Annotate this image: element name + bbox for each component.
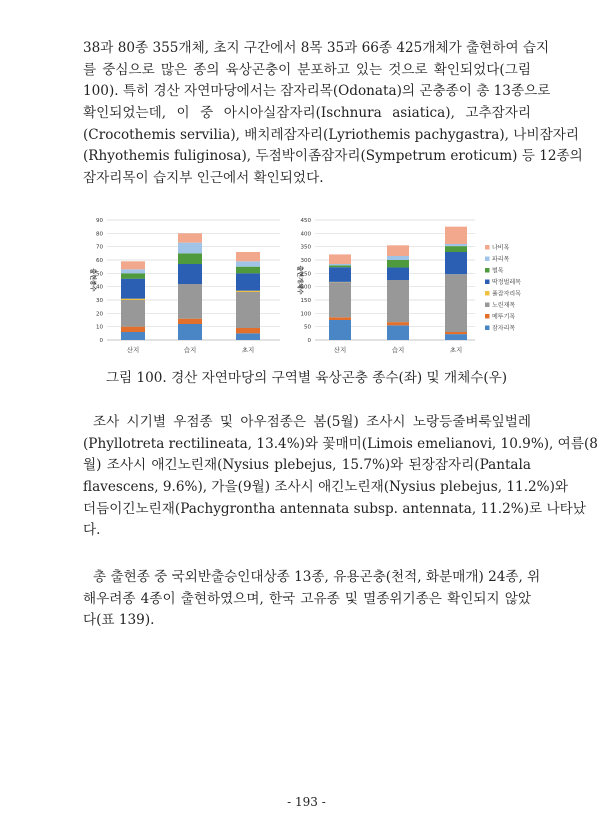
x-category-label: 습지 xyxy=(391,346,405,354)
text-line: 조사 시기별 우점종 및 아우점종은 봄(5월) 조사시 노랑등줄벼룩잎벌레 xyxy=(93,414,531,430)
bar-segment-산지-노린재목 xyxy=(121,300,145,327)
x-category-label: 초지 xyxy=(449,346,463,354)
bar-segment-초지-풀잠자리목 xyxy=(236,291,260,292)
bar-segment-초지-잠자리목 xyxy=(236,333,260,340)
bar-segment-산지-딱정벌레목 xyxy=(121,279,145,299)
bar-segment-초지-나비목 xyxy=(445,227,467,244)
bar-segment-초지-노린재목 xyxy=(236,292,260,328)
y-tick-label: 10 xyxy=(96,324,103,331)
text-line: (Crocothemis servilia), 배치레잠자리(Lyriothemis pachygastra), 나비잠자리 xyxy=(83,126,579,143)
legend-label: 노린재목 xyxy=(492,302,516,309)
bar-segment-산지-파리목 xyxy=(329,264,351,265)
text-line: 다(표 139). xyxy=(83,612,155,629)
text-line: 월) 조사시 애긴노린재(Nysius plebejus, 15.7%)와 된장잠자리(Pantala xyxy=(83,457,531,474)
text-line: 해우려종 4종이 출현하였으며, 한국 고유종 및 멸종위기종은 확인되지 않았 xyxy=(83,590,531,607)
y-tick-label: 200 xyxy=(300,284,311,291)
x-category-label: 산지 xyxy=(126,346,140,354)
y-tick-label: 0 xyxy=(99,338,103,344)
bar-segment-산지-노린재목 xyxy=(329,282,351,317)
y-tick-label: 450 xyxy=(300,218,311,224)
legend-label: 딱정벌레목 xyxy=(492,279,521,286)
individual-count-chart xyxy=(292,212,532,360)
bar-segment-초지-딱정벌레목 xyxy=(236,273,260,290)
bar-segment-산지-메뚜기목 xyxy=(121,327,145,332)
bar-segment-습지-잠자리목 xyxy=(178,324,202,340)
bar-segment-습지-메뚜기목 xyxy=(387,322,409,325)
bar-segment-습지-나비목 xyxy=(178,233,202,242)
bar-segment-산지-벌목 xyxy=(121,273,145,278)
y-tick-label: 30 xyxy=(96,298,103,304)
bar-segment-초지-노린재목 xyxy=(445,275,467,332)
y-tick-label: 40 xyxy=(96,284,103,291)
bar-segment-초지-딱정벌레목 xyxy=(445,252,467,274)
paragraph-species-summary xyxy=(83,567,541,632)
bar-segment-산지-파리목 xyxy=(121,269,145,273)
legend-swatch xyxy=(485,280,490,285)
bar-segment-산지-잠자리목 xyxy=(329,320,351,340)
y-tick-label: 250 xyxy=(300,271,311,278)
page-number: - 193 - xyxy=(287,795,326,809)
y-tick-label: 100 xyxy=(300,311,311,318)
bar-segment-습지-잠자리목 xyxy=(387,325,409,340)
x-category-label: 습지 xyxy=(183,346,197,354)
legend-label: 잠자리목 xyxy=(492,325,516,332)
bar-segment-초지-파리목 xyxy=(236,261,260,266)
y-tick-label: 300 xyxy=(300,258,311,264)
y-axis-title: 출현종수 xyxy=(89,268,96,292)
bar-segment-습지-노린재목 xyxy=(178,284,202,319)
bar-segment-초지-잠자리목 xyxy=(445,334,467,340)
bar-segment-산지-딱정벌레목 xyxy=(329,267,351,282)
paragraph-odonata xyxy=(83,38,583,190)
legend-swatch xyxy=(485,257,490,262)
text-line: 38과 80종 355개체, 초지 구간에서 8목 35과 66종 425개체가 출현하여 습지 xyxy=(83,40,550,56)
y-axis-title: 출현개체수 xyxy=(296,265,303,295)
bar-segment-초지-벌목 xyxy=(236,267,260,274)
text-line: 더듬이긴노린재(Pachygrontha antennata subsp. antennata, 11.2%)로 나타났 xyxy=(83,500,586,517)
legend-swatch xyxy=(485,303,490,308)
legend-label: 벌목 xyxy=(492,267,504,275)
y-tick-label: 350 xyxy=(300,244,311,251)
text-line: 를 중심으로 많은 종의 육상곤충이 분포하고 있는 것으로 확인되었다(그림 xyxy=(83,61,531,78)
bar-segment-산지-풀잠자리목 xyxy=(121,299,145,300)
legend-swatch xyxy=(485,314,490,319)
text-line: flavescens, 9.6%), 가을(9월) 조사시 애긴노린재(Nysius plebejus, 11.2%)와 xyxy=(83,479,569,496)
bar-segment-습지-나비목 xyxy=(387,245,409,256)
text-line: 100). 특히 경산 자연마당에서는 잠자리목(Odonata)의 곤충종이 총 13종으로 xyxy=(83,83,551,100)
y-tick-label: 0 xyxy=(307,338,311,344)
bar-segment-초지-벌목 xyxy=(445,246,467,252)
bar-segment-습지-딱정벌레목 xyxy=(178,264,202,284)
text-line: (Rhyothemis fuliginosa), 두점박이좀잠자리(Sympetrum eroticum) 등 12종의 xyxy=(83,148,583,165)
bar-segment-산지-나비목 xyxy=(329,254,351,264)
y-tick-label: 70 xyxy=(96,244,103,251)
text-line: (Phyllotreta rectilineata, 13.4%)와 꽃매미(Limois emelianovi, 10.9%), 여름(8 xyxy=(83,435,598,452)
y-tick-label: 80 xyxy=(96,231,103,238)
y-tick-label: 50 xyxy=(96,271,103,278)
bar-segment-습지-메뚜기목 xyxy=(178,319,202,324)
legend-label: 메뚜기목 xyxy=(492,313,516,321)
bar-segment-산지-메뚜기목 xyxy=(329,317,351,320)
text-line: 확인되었는데, 이 중 아시아실잠자리(Ischnura asiatica), 고추잠자리 xyxy=(83,105,531,122)
y-tick-label: 150 xyxy=(300,298,311,304)
bar-segment-습지-파리목 xyxy=(387,256,409,260)
bar-segment-산지-나비목 xyxy=(121,261,145,269)
species-count-chart xyxy=(85,212,290,360)
legend-label: 풀잠자리목 xyxy=(492,290,521,298)
paragraph-dominant-species xyxy=(83,412,598,542)
bar-segment-초지-나비목 xyxy=(236,252,260,261)
bar-segment-초지-메뚜기목 xyxy=(236,328,260,333)
y-tick-label: 400 xyxy=(300,231,311,238)
legend-swatch xyxy=(485,326,490,331)
bar-segment-습지-파리목 xyxy=(178,243,202,254)
figure-caption: 그림 100. 경산 자연마당의 구역별 육상곤충 종수(좌) 및 개체수(우) xyxy=(105,370,508,386)
bar-segment-습지-딱정벌레목 xyxy=(387,267,409,280)
bar-segment-습지-노린재목 xyxy=(387,280,409,322)
text-line: 다. xyxy=(83,522,101,539)
legend-label: 나비목 xyxy=(492,244,510,252)
y-tick-label: 50 xyxy=(304,324,311,331)
bar-segment-산지-잠자리목 xyxy=(121,332,145,340)
y-tick-label: 60 xyxy=(96,258,103,264)
legend-swatch xyxy=(485,245,490,250)
bar-segment-습지-벌목 xyxy=(387,260,409,267)
y-tick-label: 20 xyxy=(96,311,103,318)
legend-label: 파리목 xyxy=(492,256,510,263)
x-category-label: 산지 xyxy=(333,346,347,354)
bar-segment-산지-벌목 xyxy=(329,265,351,267)
bar-segment-초지-메뚜기목 xyxy=(445,332,467,334)
bar-segment-초지-파리목 xyxy=(445,244,467,246)
legend-swatch xyxy=(485,268,490,273)
legend-swatch xyxy=(485,291,490,296)
text-line: 총 출현종 중 국외반출승인대상종 13종, 유용곤충(천적, 화분매개) 24종, 위 xyxy=(93,569,541,585)
text-line: 잠자리목이 습지부 인근에서 확인되었다. xyxy=(83,170,324,187)
y-tick-label: 90 xyxy=(96,218,103,224)
bar-segment-습지-벌목 xyxy=(178,253,202,264)
x-category-label: 초지 xyxy=(241,346,255,354)
